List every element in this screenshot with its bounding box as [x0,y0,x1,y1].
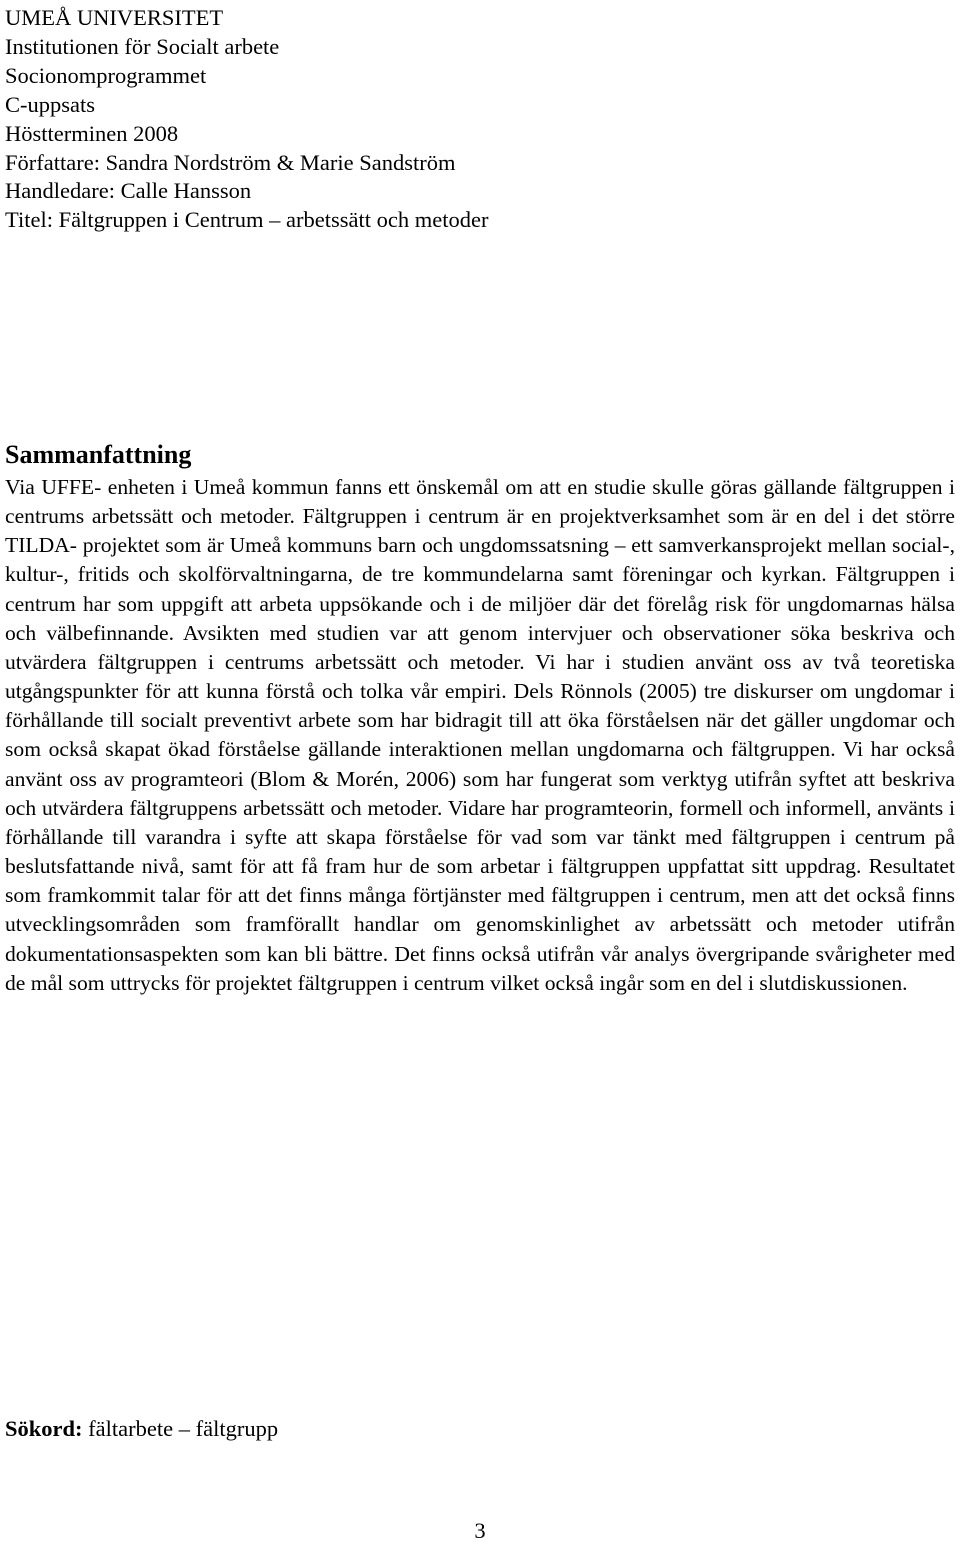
term: Höstterminen 2008 [5,120,179,146]
supervisor: Handledare: Calle Hansson [5,178,252,204]
department-name: Institutionen för Socialt arbete [5,33,280,59]
summary-text: Via UFFE- enheten i Umeå kommun fanns ett önskemål om att en studie skulle göras gällande fältgruppen i centrums arbetssätt och metoder. Fältgruppen i centrum är en projektverksamhet som är en del i det större TILDA- projektet som är Umeå kommuns barn och ungdomssatsning – ett samverkansprojekt mellan social-, kultur-, fritids och skolförvaltningarna, de tre kommundelarna samt föreningar och kyrkan. Fältgruppen i centrum har som uppgift att arbeta uppsökande och i de miljöer där det förelåg risk för ungdomarnas hälsa och välbefinnande. Avsikten med studien var att genom intervjuer och observationer söka beskriva och utvärdera fältgruppen i centrums arbetssätt och metoder. Vi har i studien använt oss av två teoretiska utgångspunkter för att kunna förstå och tolka vår empiri. Dels Rönnols (2005) tre diskurser om ungdomar i förhållande till socialt preventivt arbete som har bidragit till att öka förståelsen när det gäller ungdomar och som också skapat ökad förståelse gällande interaktionen mellan ungdomarna och fältgruppen. Vi har också använt oss av programteori (Blom & Morén, 2006) som har fungerat som verktyg utifrån syftet att beskriva och utvärdera fältgruppens arbetssätt och metoder. Vidare har programteorin, formell och informell, använts i förhållande till varandra i syfte att skapa förståelse för vad som var tänkt med fältgruppen i centrum på beslutsfattande nivå, samt för att få fram hur de som arbetar i fältgruppen uppfattat sitt uppdrag. Resultatet som framkommit talar för att det finns många förtjänster med fältgruppen i centrum, men att det också finns utvecklingsområden som framförallt handlar om genomskinlighet av arbetssätt och metoder utifrån dokumentationsaspekten som kan bli bättre. Det finns också utifrån vår analys övergripande svårigheter med de mål som uttrycks för projektet fältgruppen i centrum vilket också ingår som en del i slutdiskussionen. [5,475,955,995]
university-name: UMEÅ UNIVERSITET [5,5,224,30]
keywords-line [5,1414,278,1444]
authors: Författare: Sandra Nordström & Marie Sandström [5,149,456,175]
summary-heading: Sammanfattning [5,440,192,469]
thesis-level: C-uppsats [5,91,95,117]
title-page-header [5,4,905,235]
page-number: 3 [474,1518,486,1543]
keywords-value: fältarbete – fältgrupp [82,1416,279,1441]
keywords-label: Sökord: [5,1416,83,1441]
programme-name: Socionomprogrammet [5,62,207,88]
thesis-title: Titel: Fältgruppen i Centrum – arbetssätt och metoder [5,207,489,233]
